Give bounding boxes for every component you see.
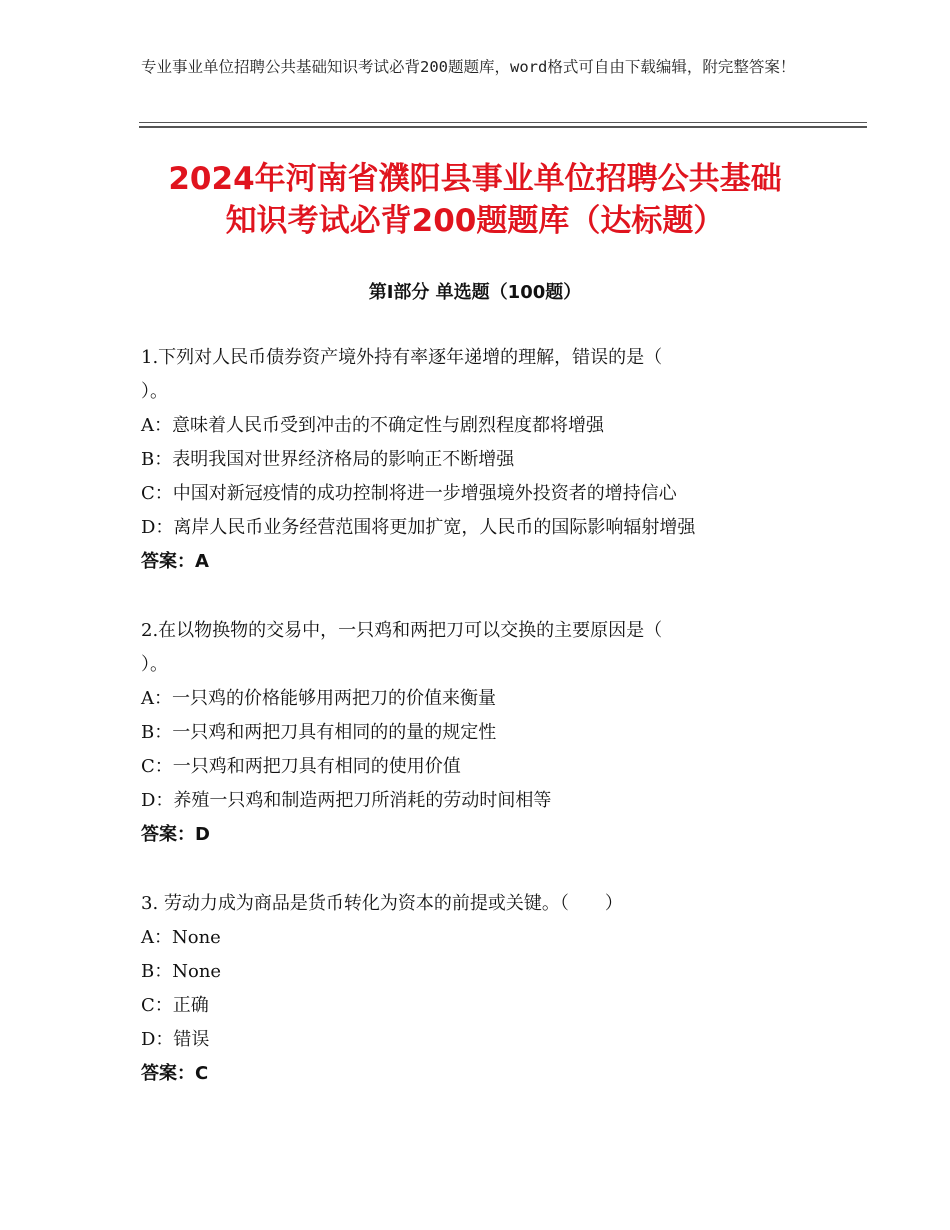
- option-d: D：离岸人民币业务经营范围将更加扩宽，人民币的国际影响辐射增强: [141, 517, 696, 538]
- question-stem: 1.下列对人民币债券资产境外持有率逐年递增的理解，错误的是（: [141, 347, 663, 368]
- section-heading: 第Ⅰ部分 单选题（100题）: [368, 282, 582, 303]
- option-b: B：None: [141, 961, 222, 982]
- question-stem-continued: ）。: [141, 381, 168, 402]
- question-2: [141, 614, 841, 852]
- title-line-1: 2024年河南省濮阳县事业单位招聘公共基础: [168, 161, 782, 197]
- option-d: D：养殖一只鸡和制造两把刀所消耗的劳动时间相等: [141, 790, 552, 811]
- question-stem: 3. 劳动力成为商品是货币转化为资本的前提或关键。（ ）: [141, 893, 623, 914]
- question-stem: 2.在以物换物的交易中，一只鸡和两把刀可以交换的主要原因是（: [141, 620, 663, 641]
- question-3: [141, 887, 841, 1091]
- option-c: C：正确: [141, 995, 209, 1016]
- answer: 答案：D: [141, 824, 210, 845]
- title-line-2: 知识考试必背200题题库（达标题）: [225, 203, 725, 239]
- document-title: [100, 158, 850, 242]
- answer: 答案：A: [141, 551, 209, 572]
- answer: 答案：C: [141, 1063, 209, 1084]
- document-header-note: 专业事业单位招聘公共基础知识考试必背200题题库，word格式可自由下载编辑，附完整答案！: [141, 58, 796, 76]
- option-b: B：一只鸡和两把刀具有相同的的量的规定性: [141, 722, 497, 743]
- option-c: C：一只鸡和两把刀具有相同的使用价值: [141, 756, 461, 777]
- question-1: [141, 341, 841, 579]
- option-c: C：中国对新冠疫情的成功控制将进一步增强境外投资者的增持信心: [141, 483, 677, 504]
- option-a: A：意味着人民币受到冲击的不确定性与剧烈程度都将增强: [141, 415, 604, 436]
- option-a: A：一只鸡的价格能够用两把刀的价值来衡量: [141, 688, 496, 709]
- option-d: D：错误: [141, 1029, 210, 1050]
- header-divider-thick: [139, 126, 867, 128]
- option-b: B：表明我国对世界经济格局的影响正不断增强: [141, 449, 515, 470]
- question-stem-continued: ）。: [141, 654, 168, 675]
- option-a: A：None: [141, 927, 221, 948]
- header-divider-thin: [139, 122, 867, 123]
